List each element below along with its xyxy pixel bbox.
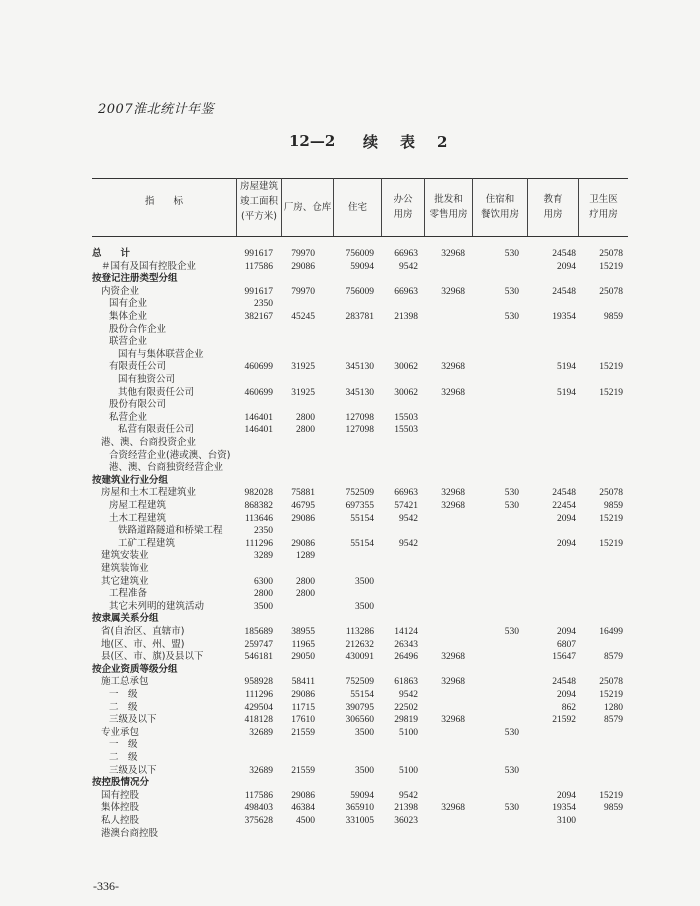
table-cell: 17610 <box>291 715 315 726</box>
table-cell: 32968 <box>441 387 465 398</box>
table-cell: 259747 <box>244 639 273 650</box>
table-cell: 382167 <box>244 312 273 322</box>
table-cell: 9542 <box>399 790 418 801</box>
table-row <box>0 802 700 814</box>
table-cell: 460699 <box>244 362 273 373</box>
table-row <box>0 815 700 827</box>
column-header-line: 指 标 <box>144 196 183 207</box>
table-cell: 958928 <box>244 677 273 688</box>
table-cell: 530 <box>504 803 519 814</box>
table-cell: 46795 <box>291 501 315 511</box>
row-label: 建筑安装业 <box>101 550 149 562</box>
table-row <box>0 412 700 424</box>
section-heading: 按控股情况分 <box>92 777 150 789</box>
table-cell: 31925 <box>291 387 315 398</box>
table-row <box>0 550 700 562</box>
section-heading: 按隶属关系分组 <box>92 613 159 625</box>
table-cell: 3289 <box>254 551 273 562</box>
table-cell: 345130 <box>345 387 374 398</box>
row-label: 土木工程建筑 <box>109 512 167 524</box>
table-cell: 3500 <box>355 727 374 738</box>
table-cell: 15219 <box>599 538 623 549</box>
table-cell: 6807 <box>557 639 576 650</box>
table-row <box>0 462 700 474</box>
table-row <box>0 563 700 575</box>
table-cell: 32689 <box>249 765 273 776</box>
table-cell: 8579 <box>604 652 623 663</box>
table-cell: 5100 <box>399 727 418 738</box>
table-row <box>0 765 700 777</box>
section-heading-row <box>0 475 700 487</box>
row-label: 内资企业 <box>101 285 140 297</box>
column-header-line: 住宿和 <box>485 194 515 205</box>
column-header-line: (平方米) <box>241 211 277 222</box>
table-cell: 58411 <box>291 677 315 688</box>
section-heading: 按企业资质等级分组 <box>92 663 178 675</box>
table-cell: 146401 <box>244 412 273 423</box>
column-header-line: 竣工面积 <box>239 196 278 207</box>
table-cell: 868382 <box>244 501 273 511</box>
table-cell: 113646 <box>244 513 273 524</box>
row-label: 建筑装饰业 <box>101 563 149 574</box>
table-cell: 3500 <box>355 576 374 587</box>
table-cell: 530 <box>504 249 519 259</box>
column-header-line: 房屋建筑 <box>239 181 278 192</box>
section-heading: 按建筑业行业分组 <box>92 474 169 486</box>
row-label: 股份合作企业 <box>109 323 167 335</box>
table-row <box>0 727 700 739</box>
table-cell: 25078 <box>599 286 623 297</box>
table-row <box>0 387 700 399</box>
table-row <box>0 689 700 701</box>
running-header: 2007淮北统计年鉴 <box>98 102 215 117</box>
column-header-line: 教育 <box>543 194 563 205</box>
row-label: 其它未列明的建筑活动 <box>109 600 205 612</box>
table-cell: 2094 <box>557 538 576 549</box>
table-cell: 982028 <box>244 488 273 499</box>
column-header-line: 餐饮用房 <box>480 209 519 220</box>
row-label: 私营企业 <box>109 411 148 423</box>
table-cell: 16499 <box>599 627 623 637</box>
table-row <box>0 676 700 688</box>
table-cell: 61863 <box>394 677 418 688</box>
table-cell: 283781 <box>345 312 374 322</box>
row-label: 港、澳、台商独资经营企业 <box>109 462 224 474</box>
table-cell: 117586 <box>244 790 273 801</box>
table-cell: 21559 <box>291 765 315 776</box>
row-label: ＃国有及国有控股企业 <box>101 260 197 272</box>
table-cell: 79970 <box>291 286 315 297</box>
row-label: 其它建筑业 <box>101 575 149 587</box>
table-cell: 111296 <box>245 538 273 549</box>
table-cell: 32968 <box>441 652 465 663</box>
table-cell: 991617 <box>244 249 273 259</box>
row-label: 港、澳、台商投资企业 <box>101 437 197 448</box>
table-cell: 991617 <box>244 286 273 297</box>
table-cell: 6300 <box>254 576 273 587</box>
table-row <box>0 714 700 726</box>
row-label: 有限责任公司 <box>109 361 167 373</box>
table-cell: 29086 <box>291 790 315 801</box>
table-cell: 530 <box>504 501 519 511</box>
table-cell: 4500 <box>296 816 315 826</box>
table-cell: 2094 <box>557 513 576 524</box>
table-cell: 113286 <box>345 627 374 637</box>
table-row <box>0 286 700 298</box>
table-cell: 29050 <box>291 652 315 663</box>
table-cell: 66963 <box>394 286 418 297</box>
row-label: 合资经营企业(港或澳、台资) <box>109 449 231 461</box>
table-cell: 55154 <box>350 690 374 700</box>
table-cell: 15219 <box>599 387 623 398</box>
table-row <box>0 538 700 550</box>
table-cell: 31925 <box>291 362 315 373</box>
row-label: 其他有限责任公司 <box>118 386 195 398</box>
table-cell: 127098 <box>345 412 374 423</box>
table-cell: 3500 <box>355 601 374 612</box>
row-label: 国有控股 <box>101 789 140 801</box>
row-label: 房屋工程建筑 <box>109 500 167 511</box>
table-cell: 32968 <box>441 362 465 373</box>
table-cell: 15503 <box>394 412 418 423</box>
table-cell: 862 <box>561 702 576 713</box>
column-header-line: 用房 <box>393 209 413 220</box>
table-cell: 752509 <box>345 677 374 688</box>
table-cell: 24548 <box>552 677 576 688</box>
column-header-line: 厂房、仓库 <box>283 201 332 213</box>
row-label: 一 级 <box>109 739 138 751</box>
row-label: 工程准备 <box>109 588 148 600</box>
table-cell: 9859 <box>604 803 623 814</box>
table-cell: 530 <box>504 765 519 776</box>
table-cell: 117586 <box>244 261 273 272</box>
table-cell: 30062 <box>394 387 418 398</box>
table-cell: 9542 <box>399 513 418 524</box>
table-cell: 15219 <box>599 362 623 373</box>
table-row <box>0 349 700 361</box>
table-cell: 331005 <box>345 816 374 826</box>
table-row <box>0 361 700 373</box>
row-label: 国有与集体联营企业 <box>118 348 204 360</box>
table-row <box>0 374 700 386</box>
table-cell: 32968 <box>441 677 465 688</box>
table-cell: 2094 <box>557 790 576 801</box>
table-row <box>0 424 700 436</box>
row-label: 施工总承包 <box>101 676 149 688</box>
table-cell: 25078 <box>599 677 623 688</box>
table-cell: 15219 <box>599 261 623 272</box>
table-cell: 2094 <box>557 690 576 700</box>
table-row <box>0 261 700 273</box>
table-cell: 46384 <box>291 803 315 814</box>
table-cell: 111296 <box>245 690 273 700</box>
table-cell: 5194 <box>557 387 576 398</box>
table-cell: 9859 <box>604 501 623 511</box>
column-header-line: 零售用房 <box>429 209 468 220</box>
table-cell: 19354 <box>552 312 576 322</box>
section-heading: 按登记注册类型分组 <box>92 273 178 285</box>
table-cell: 24548 <box>552 249 576 259</box>
table-row <box>0 248 700 260</box>
table-row <box>0 588 700 600</box>
table-cell: 530 <box>504 627 519 637</box>
table-cell: 32968 <box>441 803 465 814</box>
table-cell: 25078 <box>599 249 623 259</box>
table-cell: 212632 <box>345 639 374 650</box>
table-cell: 3500 <box>355 765 374 776</box>
table-cell: 21592 <box>552 715 576 726</box>
table-cell: 32968 <box>441 488 465 499</box>
table-cell: 2350 <box>254 526 273 537</box>
table-cell: 14124 <box>394 627 418 637</box>
table-cell: 460699 <box>244 387 273 398</box>
table-cell: 22502 <box>394 702 418 713</box>
row-label: 二 级 <box>109 701 138 713</box>
table-row <box>0 576 700 588</box>
row-label: 县(区、市、旗)及县以下 <box>101 651 204 663</box>
table-cell: 127098 <box>345 425 374 436</box>
table-cell: 2094 <box>557 261 576 272</box>
table-cell: 546181 <box>244 652 273 663</box>
column-header-line: 用房 <box>543 209 563 220</box>
row-label: 一 级 <box>109 689 138 700</box>
table-cell: 59094 <box>350 261 374 272</box>
table-cell: 9542 <box>399 538 418 549</box>
table-cell: 8579 <box>604 715 623 726</box>
table-cell: 15219 <box>599 513 623 524</box>
table-cell: 22454 <box>552 501 576 511</box>
table-cell: 2800 <box>296 425 315 436</box>
table-cell: 2094 <box>557 627 576 637</box>
table-cell: 530 <box>504 286 519 297</box>
table-cell: 2350 <box>254 299 273 310</box>
table-cell: 15647 <box>552 652 576 663</box>
table-cell: 26343 <box>394 639 418 650</box>
table-cell: 756009 <box>345 286 374 297</box>
table-row <box>0 739 700 751</box>
table-row <box>0 601 700 613</box>
table-cell: 25078 <box>599 488 623 499</box>
table-cell: 2800 <box>254 589 273 600</box>
table-cell: 390795 <box>345 702 374 713</box>
table-cell: 498403 <box>244 803 273 814</box>
row-label: 二 级 <box>109 752 138 763</box>
row-label: 国有独资公司 <box>118 374 176 385</box>
table-cell: 29086 <box>291 690 315 700</box>
row-label: 联营企业 <box>109 336 148 348</box>
row-label: 地(区、市、州、盟) <box>101 638 185 650</box>
table-row <box>0 702 700 714</box>
table-cell: 429504 <box>244 702 273 713</box>
table-cell: 345130 <box>345 362 374 373</box>
table-cell: 430091 <box>345 652 374 663</box>
table-cell: 32689 <box>249 727 273 738</box>
row-label: 房屋和土木工程建筑业 <box>101 487 197 499</box>
table-cell: 59094 <box>350 790 374 801</box>
table-title: 续 表 2 <box>363 133 451 151</box>
table-cell: 9859 <box>604 312 623 322</box>
table-cell: 375628 <box>244 816 273 826</box>
table-cell: 365910 <box>345 803 374 814</box>
table-row <box>0 626 700 638</box>
table-cell: 11715 <box>291 702 315 713</box>
table-cell: 21398 <box>394 803 418 814</box>
section-heading-row <box>0 777 700 789</box>
table-row <box>0 450 700 462</box>
table-cell: 36023 <box>394 816 418 826</box>
column-header-line: 卫生医 <box>589 194 618 205</box>
table-cell: 5194 <box>557 362 576 373</box>
row-label: 私人控股 <box>101 815 140 826</box>
column-header-line: 疗用房 <box>589 209 618 220</box>
table-cell: 29086 <box>291 513 315 524</box>
column-header-line: 批发和 <box>434 194 463 205</box>
table-cell: 19354 <box>552 803 576 814</box>
table-row <box>0 399 700 411</box>
row-label: 港澳台商控股 <box>101 827 159 839</box>
table-cell: 29086 <box>291 261 315 272</box>
row-label: 私营有限责任公司 <box>118 424 195 436</box>
table-cell: 29086 <box>291 538 315 549</box>
table-cell: 697355 <box>345 501 374 511</box>
table-cell: 9542 <box>399 690 418 700</box>
table-cell: 21398 <box>394 312 418 322</box>
row-label: 省(自治区、直辖市) <box>101 626 185 637</box>
table-cell: 418128 <box>244 715 273 726</box>
table-cell: 29819 <box>394 715 418 726</box>
row-label: 股份有限公司 <box>109 399 167 411</box>
table-row <box>0 336 700 348</box>
table-number: 12—2 <box>289 132 336 150</box>
table-cell: 26496 <box>394 652 418 663</box>
table-cell: 15219 <box>599 690 623 700</box>
table-cell: 32968 <box>441 286 465 297</box>
table-cell: 38955 <box>291 627 315 637</box>
table-row <box>0 298 700 310</box>
table-cell: 21559 <box>291 727 315 738</box>
table-cell: 530 <box>504 488 519 499</box>
row-label: 三级及以下 <box>109 764 157 776</box>
table-cell: 2800 <box>296 576 315 587</box>
table-row <box>0 437 700 449</box>
row-label: 三级及以下 <box>109 714 157 726</box>
table-cell: 146401 <box>244 425 273 436</box>
table-row <box>0 487 700 499</box>
table-cell: 24548 <box>552 286 576 297</box>
table-cell: 66963 <box>394 249 418 259</box>
table-cell: 24548 <box>552 488 576 499</box>
table-cell: 1280 <box>604 702 623 713</box>
table-cell: 15503 <box>394 425 418 436</box>
table-cell: 3100 <box>557 816 576 826</box>
table-row <box>0 525 700 537</box>
table-cell: 3500 <box>254 601 273 612</box>
table-cell: 15219 <box>599 790 623 801</box>
table-row <box>0 311 700 323</box>
table-cell: 32968 <box>441 715 465 726</box>
row-label: 国有企业 <box>109 298 148 310</box>
table-cell: 2800 <box>296 412 315 423</box>
table-cell: 45245 <box>291 312 315 322</box>
table-cell: 55154 <box>350 538 374 549</box>
table-row <box>0 828 700 840</box>
table-cell: 57421 <box>394 501 418 511</box>
table-row <box>0 639 700 651</box>
table-cell: 75881 <box>291 488 315 499</box>
section-heading-row <box>0 664 700 676</box>
row-label: 总 计 <box>92 248 131 259</box>
table-row <box>0 513 700 525</box>
table-row <box>0 790 700 802</box>
table-cell: 185689 <box>244 627 273 637</box>
row-label: 集体控股 <box>101 802 140 814</box>
table-cell: 66963 <box>394 488 418 499</box>
section-heading-row <box>0 273 700 285</box>
table-cell: 752509 <box>345 488 374 499</box>
table-cell: 2800 <box>296 589 315 600</box>
table-cell: 11965 <box>291 639 315 650</box>
table-row <box>0 324 700 336</box>
page-number: -336- <box>93 879 119 893</box>
table-cell: 5100 <box>399 765 418 776</box>
table-row <box>0 651 700 663</box>
table-cell: 79970 <box>291 249 315 259</box>
row-label: 工矿工程建筑 <box>118 537 176 549</box>
table-cell: 530 <box>504 312 519 322</box>
row-label: 专业承包 <box>101 726 140 738</box>
table-cell: 306560 <box>345 715 374 726</box>
row-label: 铁路道路隧道和桥梁工程 <box>118 525 223 537</box>
table-cell: 55154 <box>350 513 374 524</box>
table-row <box>0 500 700 512</box>
column-header-line: 办公 <box>393 194 413 205</box>
row-label: 集体企业 <box>109 311 148 322</box>
table-cell: 530 <box>504 727 519 738</box>
table-cell: 756009 <box>345 249 374 259</box>
table-cell: 32968 <box>441 501 465 511</box>
table-cell: 9542 <box>399 261 418 272</box>
table-row <box>0 752 700 764</box>
table-cell: 1289 <box>296 551 315 562</box>
table-cell: 30062 <box>394 362 418 373</box>
table-cell: 32968 <box>441 249 465 259</box>
column-header-line: 住宅 <box>347 201 367 213</box>
section-heading-row <box>0 613 700 625</box>
